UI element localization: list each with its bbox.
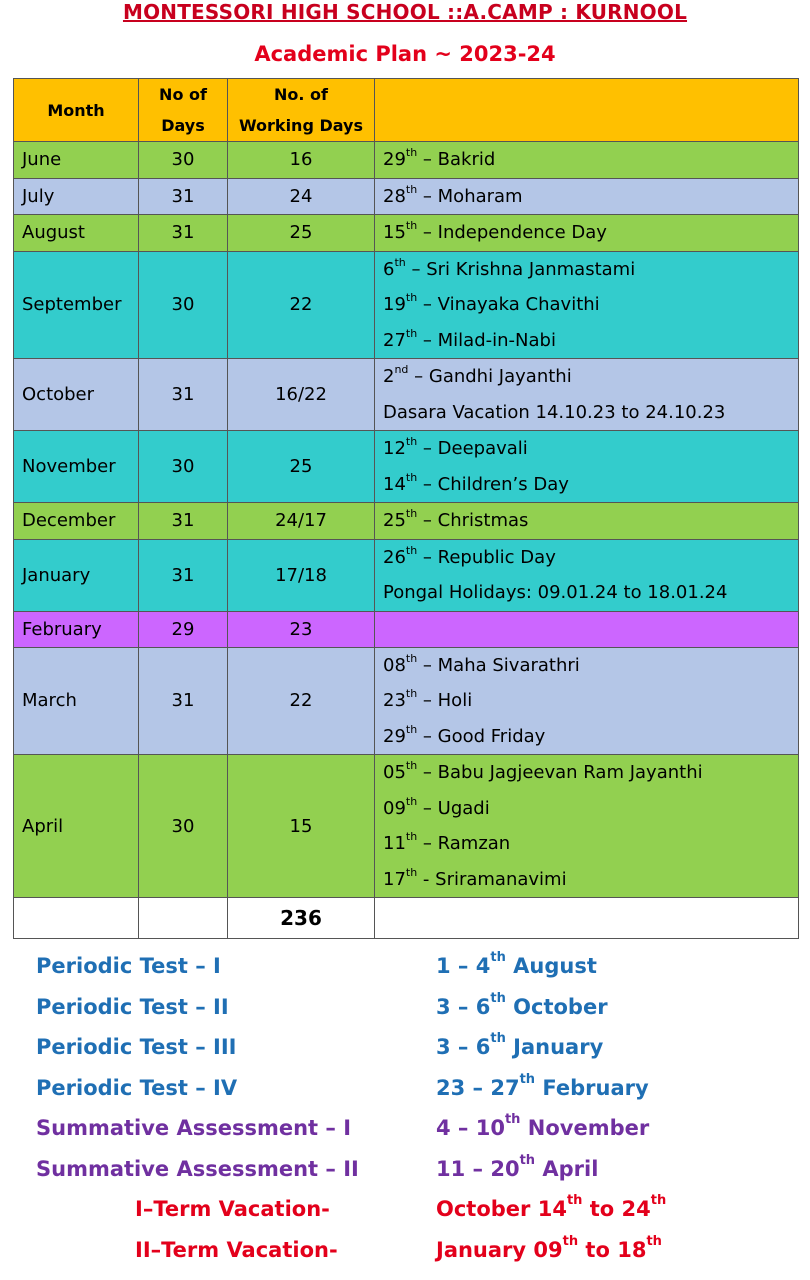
schedule-label: Summative Assessment – II	[36, 1156, 359, 1181]
month-cell: March	[14, 647, 139, 755]
events-cell	[375, 215, 799, 252]
school-title: MONTESSORI HIGH SCHOOL ::A.CAMP : KURNOOL	[122, 0, 688, 24]
schedule-label: II–Term Vacation-	[135, 1237, 338, 1262]
month-cell: January	[14, 539, 139, 611]
month-cell: June	[14, 142, 139, 179]
event-item: 08th – Maha Sivarathri	[383, 651, 580, 676]
working-days-cell: 16/22	[228, 359, 375, 431]
event-item: 17th - Sriramanavimi	[383, 865, 567, 890]
days-cell: 31	[139, 503, 228, 540]
header-events	[375, 79, 799, 142]
events-cell	[375, 503, 799, 540]
table-row	[14, 647, 799, 755]
header-month: Month	[14, 79, 139, 142]
schedule-date: 11 – 20th April	[436, 1152, 599, 1181]
schedule-label: Periodic Test – III	[36, 1035, 237, 1059]
days-cell: 30	[139, 431, 228, 503]
working-days-cell: 15	[228, 755, 375, 898]
event-item: 25th – Christmas	[383, 507, 529, 531]
event-item: 27th – Milad-in-Nabi	[383, 326, 556, 351]
table-row	[14, 431, 799, 503]
working-days-cell: 16	[228, 142, 375, 179]
events-cell	[375, 647, 799, 755]
table-row	[14, 142, 799, 179]
days-cell: 29	[139, 611, 228, 647]
days-cell: 31	[139, 215, 228, 252]
working-days-cell: 22	[228, 647, 375, 755]
days-cell: 31	[139, 359, 228, 431]
table-row	[14, 215, 799, 252]
event-item: 29th – Bakrid	[383, 146, 496, 170]
schedule-label: I–Term Vacation-	[135, 1197, 330, 1221]
events-cell	[375, 251, 799, 359]
event-item: 6th – Sri Krishna Janmastami	[383, 255, 636, 280]
days-cell: 31	[139, 647, 228, 755]
schedule-label: Periodic Test – II	[36, 994, 229, 1019]
events-cell	[375, 178, 799, 215]
events-cell	[375, 539, 799, 611]
event-item: Dasara Vacation 14.10.23 to 24.10.23	[383, 401, 726, 423]
schedule-row	[0, 946, 810, 986]
schedule-date: 3 – 6th January	[436, 1031, 604, 1059]
schedule-date: 3 – 6th October	[436, 990, 608, 1019]
schedule-row	[0, 1189, 810, 1229]
total-working-days: 236	[228, 898, 375, 939]
table-row	[14, 539, 799, 611]
table-row	[14, 755, 799, 898]
working-days-cell: 22	[228, 251, 375, 359]
month-cell: November	[14, 431, 139, 503]
schedule-date: 1 – 4th August	[436, 950, 597, 978]
schedule-row	[0, 1027, 810, 1067]
working-days-cell: 24	[228, 178, 375, 215]
events-cell	[375, 359, 799, 431]
event-item: 29th – Good Friday	[383, 722, 546, 747]
event-item: 15th – Independence Day	[383, 219, 607, 243]
events-cell	[375, 431, 799, 503]
schedule-label: Periodic Test – I	[36, 954, 221, 978]
schedule-date: January 09th to 18th	[436, 1233, 662, 1262]
events-cell	[375, 755, 799, 898]
schedule-date: 4 – 10th November	[436, 1112, 650, 1140]
header-working-days: No. of Working Days	[228, 79, 375, 142]
event-item: 09th – Ugadi	[383, 794, 490, 819]
month-cell: December	[14, 503, 139, 540]
schedule-date: October 14th to 24th	[436, 1193, 667, 1221]
table-row	[14, 251, 799, 359]
month-cell: September	[14, 251, 139, 359]
event-item: 26th – Republic Day	[383, 543, 556, 568]
days-cell: 30	[139, 142, 228, 179]
event-item: 11th – Ramzan	[383, 830, 511, 854]
schedule-row	[0, 1149, 810, 1189]
month-cell: August	[14, 215, 139, 252]
total-empty-cell	[139, 898, 228, 939]
working-days-cell: 24/17	[228, 503, 375, 540]
month-cell: April	[14, 755, 139, 898]
schedule-label: Summative Assessment – I	[36, 1116, 352, 1140]
days-cell: 30	[139, 251, 228, 359]
table-row	[14, 503, 799, 540]
table-row	[14, 178, 799, 215]
month-cell: July	[14, 178, 139, 215]
schedule-row	[0, 1108, 810, 1148]
working-days-cell: 17/18	[228, 539, 375, 611]
schedule-date: 23 – 27th February	[436, 1071, 649, 1100]
header-days: No of Days	[139, 79, 228, 142]
schedule-label: Periodic Test – IV	[36, 1075, 238, 1100]
schedule-row	[0, 1068, 810, 1108]
total-row	[14, 898, 799, 939]
working-days-cell: 25	[228, 431, 375, 503]
working-days-cell: 25	[228, 215, 375, 252]
month-cell: October	[14, 359, 139, 431]
event-item: Pongal Holidays: 09.01.24 to 18.01.24	[383, 582, 728, 603]
working-days-cell: 23	[228, 611, 375, 647]
table-row	[14, 359, 799, 431]
event-item: 12th – Deepavali	[383, 435, 528, 459]
days-cell: 31	[139, 178, 228, 215]
days-cell: 30	[139, 755, 228, 898]
total-empty-cell	[14, 898, 139, 939]
table-row	[14, 611, 799, 647]
event-item: 14th – Children’s Day	[383, 470, 569, 495]
days-cell: 31	[139, 539, 228, 611]
event-item: 19th – Vinayaka Chavithi	[383, 291, 600, 315]
event-item: 23th – Holi	[383, 687, 473, 711]
event-item: 28th – Moharam	[383, 182, 523, 207]
events-cell	[375, 611, 799, 647]
events-cell	[375, 142, 799, 179]
event-item: 05th – Babu Jagjeevan Ram Jayanthi	[383, 759, 703, 783]
total-empty-cell	[375, 898, 799, 939]
schedule-row	[0, 987, 810, 1027]
month-cell: February	[14, 611, 139, 647]
plan-subtitle: Academic Plan ~ 2023-24	[254, 42, 556, 66]
event-item: 2nd – Gandhi Jayanthi	[383, 363, 572, 387]
academic-plan-table	[13, 78, 799, 939]
schedule-row	[0, 1230, 810, 1270]
